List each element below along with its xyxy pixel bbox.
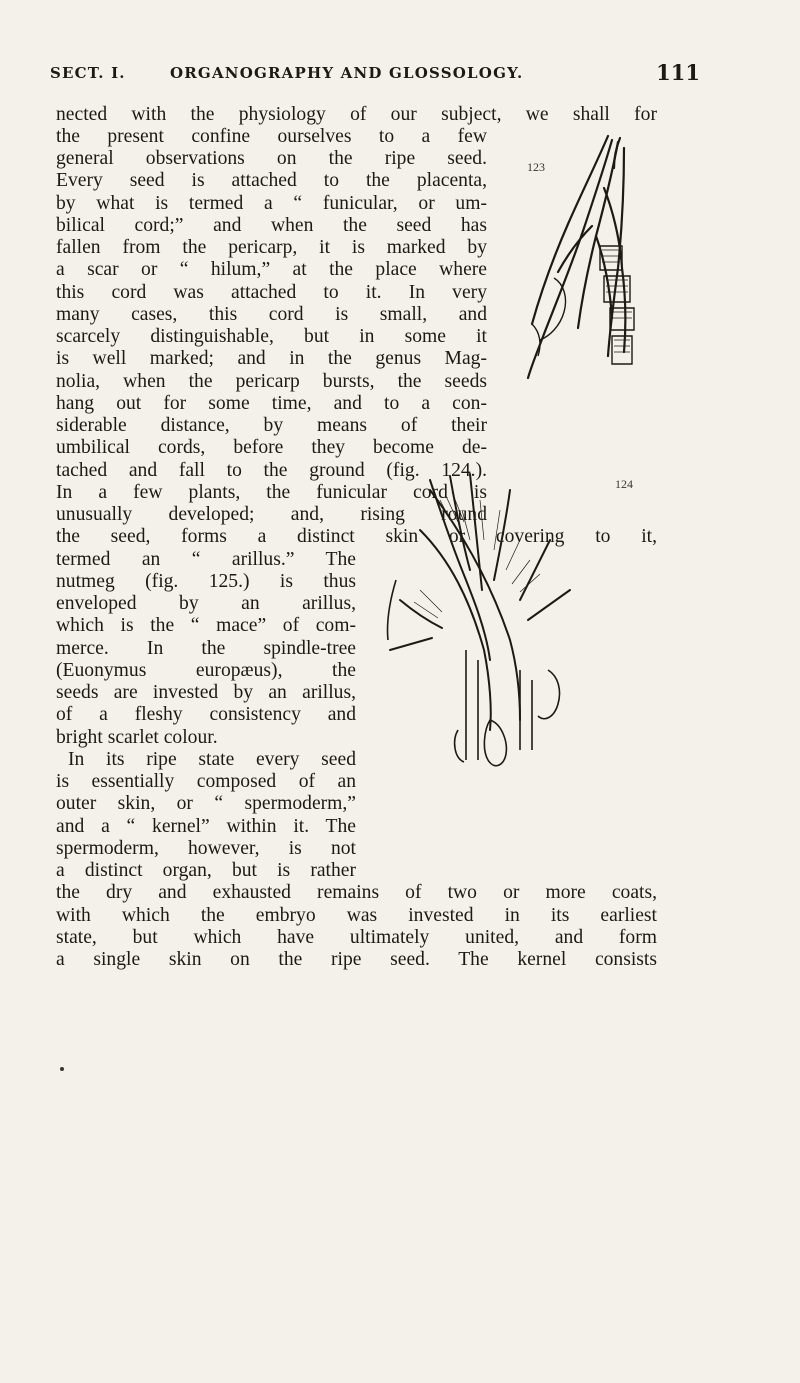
text-line: spermoderm, however, is not (56, 838, 356, 859)
text-line: the seed, forms a distinct skin or covering to it, (56, 526, 657, 547)
text-line: In its ripe state every seed (68, 749, 356, 770)
text-line: tached and fall to the ground (fig. 124.). (56, 460, 487, 481)
text-line: enveloped by an arillus, (56, 593, 356, 614)
text-line: a distinct organ, but is rather (56, 860, 356, 881)
text-line: termed an “ arillus.” The (56, 549, 356, 570)
text-line: merce. In the spindle-tree (56, 638, 356, 659)
text-line: of a fleshy consistency and (56, 704, 356, 725)
text-line: bilical cord;” and when the seed has (56, 215, 487, 236)
text-line: is well marked; and in the genus Mag- (56, 348, 487, 369)
text-line: outer skin, or “ spermoderm,” (56, 793, 356, 814)
text-line: (Euonymus europæus), the (56, 660, 356, 681)
text-line: many cases, this cord is small, and (56, 304, 487, 325)
text-line: hang out for some time, and to a con- (56, 393, 487, 414)
stray-mark (60, 1067, 64, 1071)
section-label: SECT. I. (50, 64, 126, 82)
text-line: by what is termed a “ funicular, or um- (56, 193, 487, 214)
text-line: general observations on the ripe seed. (56, 148, 487, 169)
text-line: umbilical cords, before they become de- (56, 437, 487, 458)
text-line: a single skin on the ripe seed. The kernel consists (56, 949, 657, 970)
text-line: fallen from the pericarp, it is marked by (56, 237, 487, 258)
text-line: unusually developed; and, rising round (56, 504, 487, 525)
text-line: the present confine ourselves to a few (56, 126, 487, 147)
text-line: this cord was attached to it. In very (56, 282, 487, 303)
running-head (50, 60, 700, 90)
figure-123-label: 123 (527, 160, 545, 174)
text-line: bright scarlet colour. (56, 727, 218, 748)
figure-124-label: 124 (615, 477, 633, 491)
text-line: is essentially composed of an (56, 771, 356, 792)
text-line: siderable distance, by means of their (56, 415, 487, 436)
page-number: 111 (656, 60, 700, 85)
text-line: state, but which have ultimately united, and form (56, 927, 657, 948)
text-line: which is the “ mace” of com- (56, 615, 356, 636)
text-line: nolia, when the pericarp bursts, the seeds (56, 371, 487, 392)
text-line: scarcely distinguishable, but in some it (56, 326, 487, 347)
text-line: In a few plants, the funicular cord is (56, 482, 487, 503)
text-line: with which the embryo was invested in its earliest (56, 905, 657, 926)
text-line: seeds are invested by an arillus, (56, 682, 356, 703)
text-line: and a “ kernel” within it. The (56, 816, 356, 837)
text-line: nutmeg (fig. 125.) is thus (56, 571, 356, 592)
text-line: nected with the physiology of our subject, we shall for (56, 104, 657, 125)
figure-123-illustration (492, 128, 662, 396)
text-line: the dry and exhausted remains of two or more coats, (56, 882, 657, 903)
text-line: Every seed is attached to the placenta, (56, 170, 487, 191)
chapter-title: ORGANOGRAPHY AND GLOSSOLOGY. (170, 64, 524, 82)
text-line: a scar or “ hilum,” at the place where (56, 259, 487, 280)
